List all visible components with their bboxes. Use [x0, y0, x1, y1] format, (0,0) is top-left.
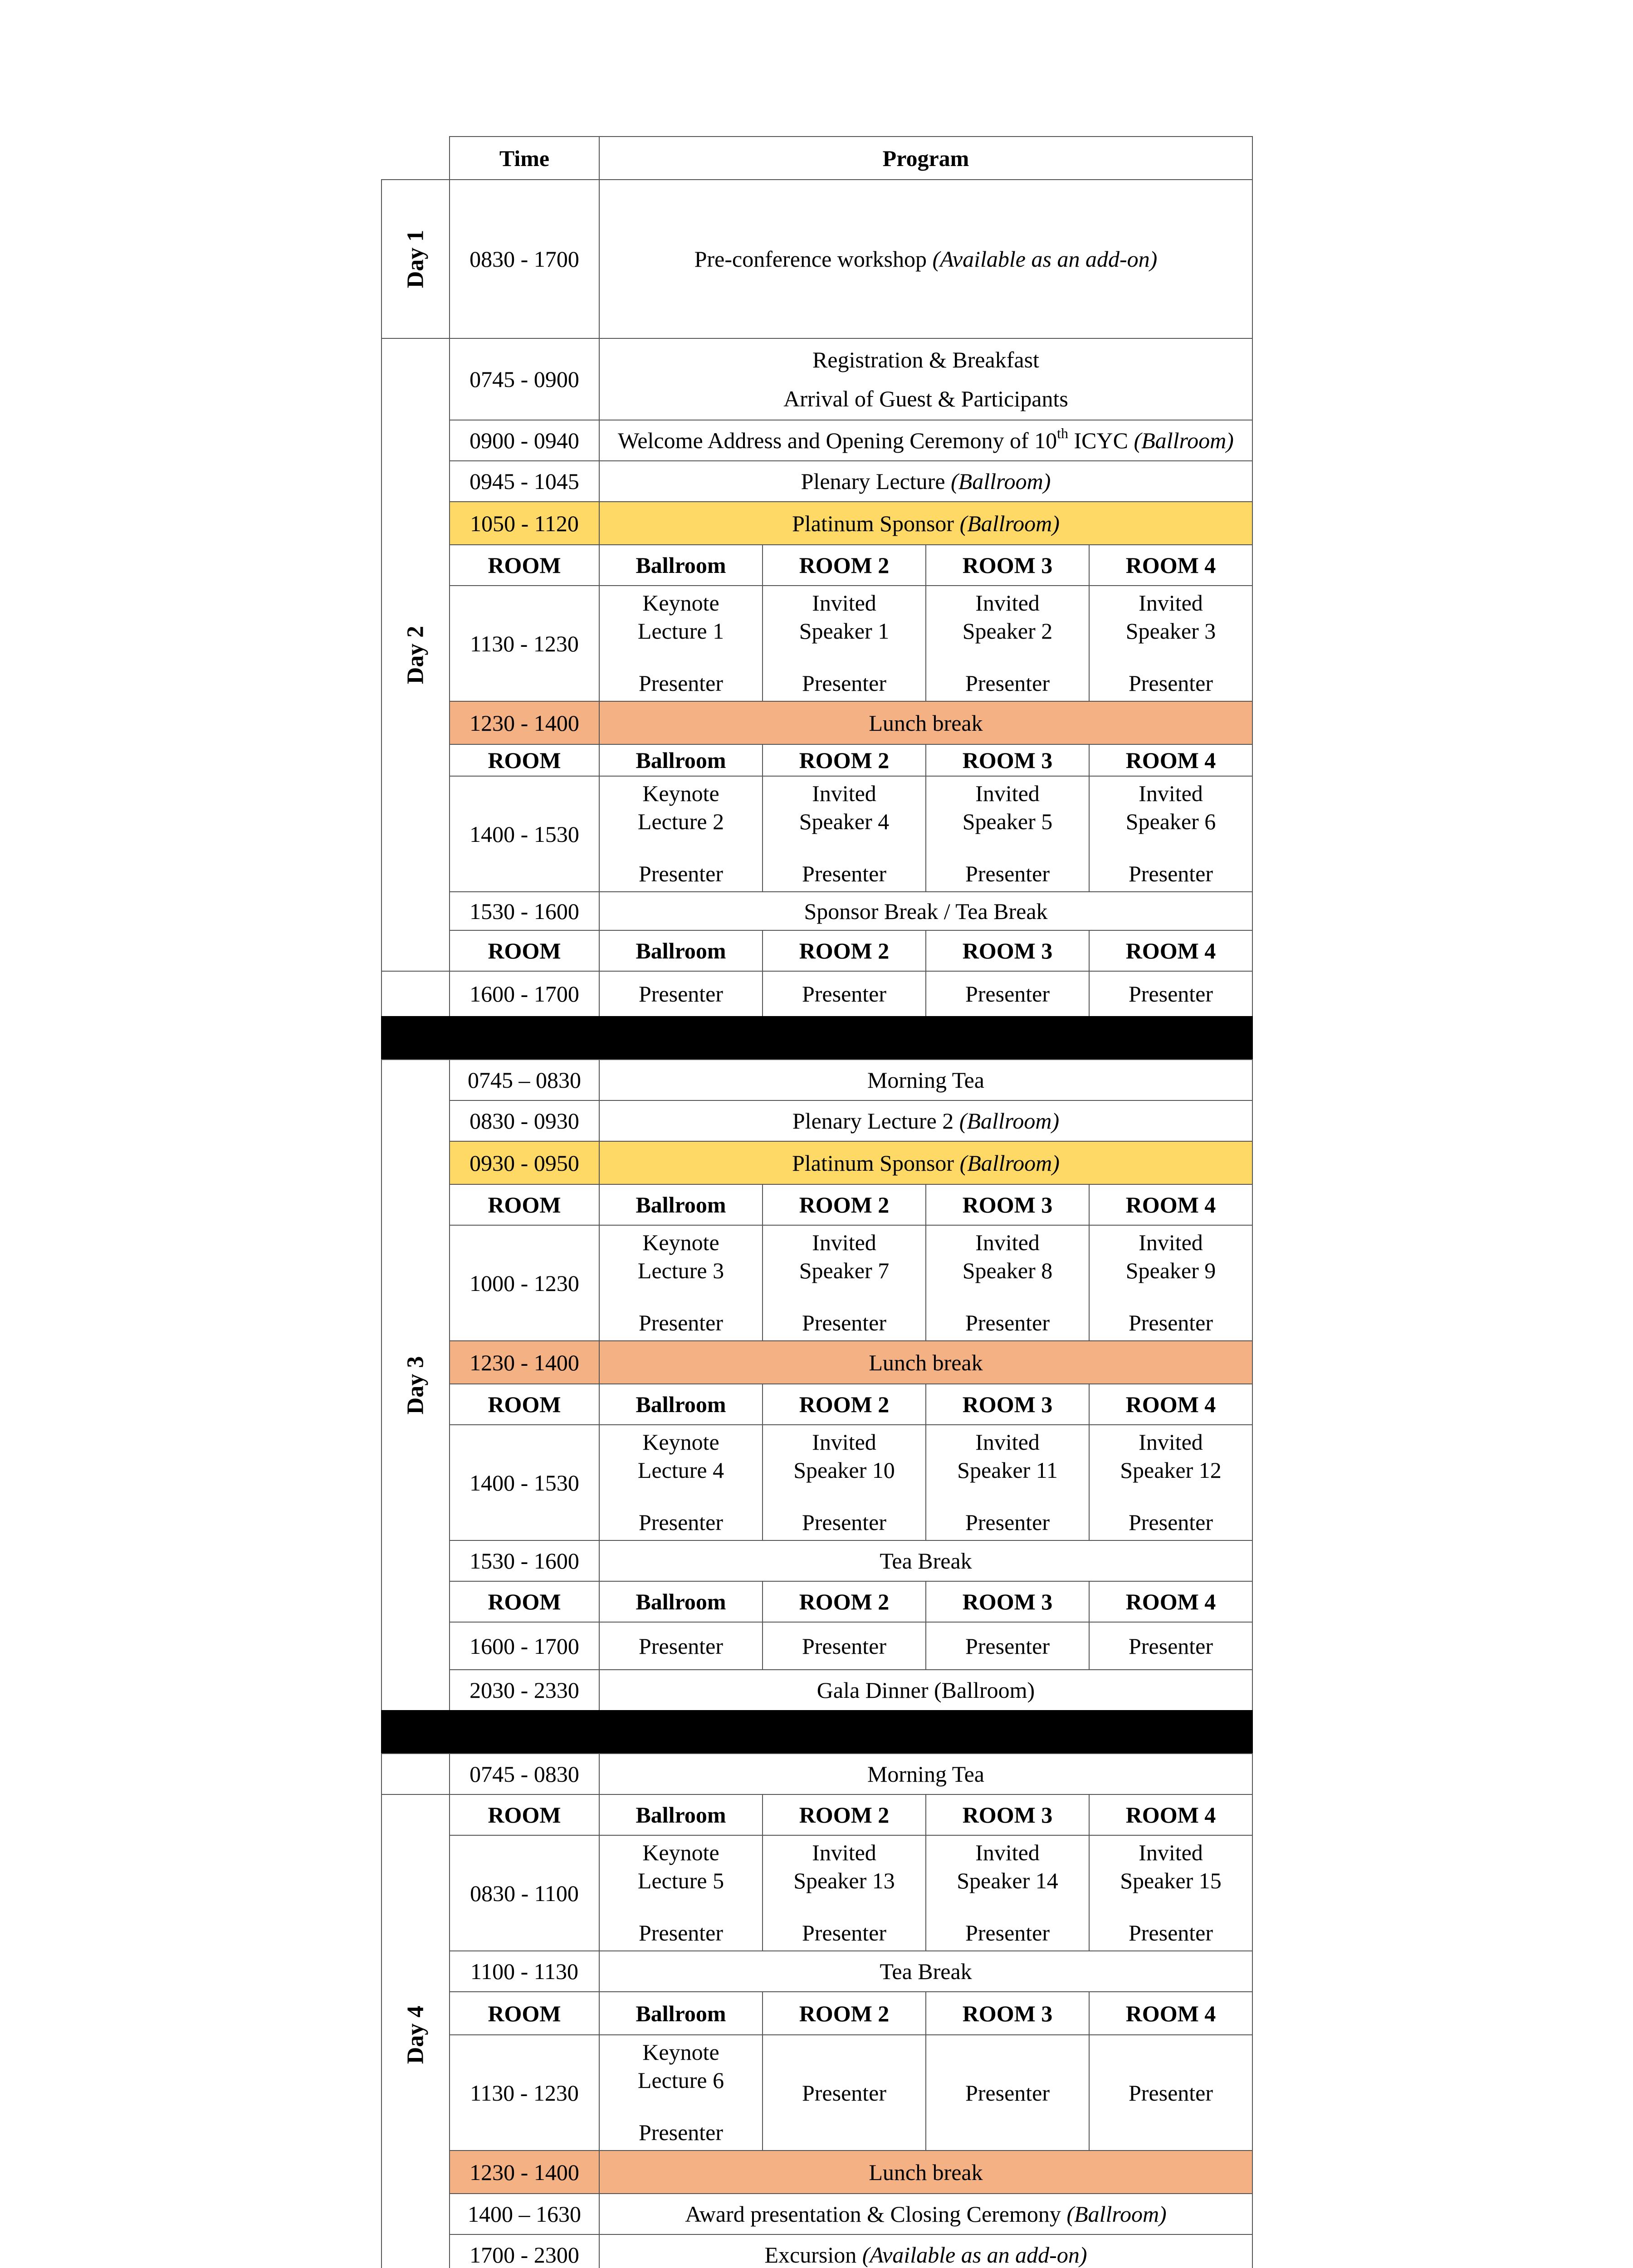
- day-label-cell: [381, 179, 450, 339]
- presenter-label: Presenter: [965, 1510, 1050, 1535]
- presenter-cell: Presenter: [599, 971, 763, 1017]
- session-title: [638, 589, 724, 645]
- session-slot: [599, 1835, 763, 1951]
- room-header-label: ROOM: [449, 1383, 600, 1425]
- room-header-1: Ballroom: [599, 1794, 763, 1836]
- presenter-label: Presenter: [1128, 1920, 1213, 1945]
- session-title-line1: Invited: [1139, 1840, 1203, 1865]
- session-slot: [599, 585, 763, 702]
- lunch-program: Lunch break: [599, 1340, 1253, 1384]
- session-slot: [599, 776, 763, 892]
- time-cell: 1600 - 1700: [449, 971, 600, 1017]
- session-title-line1: Invited: [975, 590, 1040, 616]
- tea-break-program: Tea Break: [599, 1950, 1253, 1992]
- session-title: [963, 589, 1053, 645]
- time-cell: 1230 - 1400: [449, 2150, 600, 2194]
- header-program: Program: [599, 136, 1253, 180]
- presenter-cell: Presenter: [925, 971, 1090, 1017]
- presenter-label: Presenter: [638, 1920, 724, 1945]
- blank-cell: [381, 971, 450, 1017]
- room-header-4: ROOM 4: [1089, 1184, 1253, 1226]
- session-title-line2: Speaker 3: [1125, 618, 1216, 644]
- gala-program: Gala Dinner (Ballroom): [599, 1669, 1253, 1711]
- morning-tea-program: Morning Tea: [599, 1753, 1253, 1795]
- room-header-3: ROOM 3: [925, 1383, 1090, 1425]
- platinum-program: [599, 1141, 1253, 1185]
- closing-program: [599, 2193, 1253, 2235]
- presenter-label: Presenter: [965, 861, 1050, 886]
- session-title-line2: Speaker 4: [799, 809, 890, 834]
- day-separator: [381, 1016, 1253, 1060]
- time-cell: 1050 - 1120: [449, 501, 600, 545]
- session-title-line1: Invited: [1139, 781, 1203, 806]
- presenter-label: Presenter: [638, 1310, 724, 1335]
- presenter-label: Presenter: [965, 670, 1050, 696]
- session-title-line1: Invited: [812, 1840, 876, 1865]
- presenter-label: Presenter: [802, 1510, 887, 1535]
- session-slot: [599, 1424, 763, 1541]
- session-title-line2: Speaker 11: [957, 1457, 1058, 1483]
- workshop-program-label: Pre-conference workshop: [694, 246, 933, 272]
- time-cell: 1130 - 1230: [449, 2034, 600, 2151]
- session-title-line1: Invited: [812, 590, 876, 616]
- presenter-label: Presenter: [802, 670, 887, 696]
- room-header-2: ROOM 2: [762, 1581, 926, 1623]
- room-header-4: ROOM 4: [1089, 1991, 1253, 2035]
- presenter-cell: Presenter: [762, 1622, 926, 1670]
- time-cell: 0745 – 0830: [449, 1059, 600, 1101]
- time-cell: 1230 - 1400: [449, 701, 600, 745]
- session-title: [638, 1838, 724, 1895]
- session-title: [799, 589, 890, 645]
- presenter-cell: Presenter: [1089, 971, 1253, 1017]
- session-title-line1: Invited: [812, 1429, 876, 1455]
- session-title: [638, 779, 724, 836]
- room-header-label: ROOM: [449, 1184, 600, 1226]
- room-header-2: ROOM 2: [762, 544, 926, 586]
- registration-line2: Arrival of Guest & Participants: [783, 386, 1068, 411]
- session-title-line1: Invited: [975, 1429, 1040, 1455]
- welcome-note: (Ballroom): [1134, 428, 1234, 453]
- session-title-line1: Keynote: [642, 1230, 719, 1255]
- session-slot: [925, 776, 1090, 892]
- session-slot: [762, 1835, 926, 1951]
- header-time: Time: [449, 136, 600, 180]
- time-cell: 0945 - 1045: [449, 460, 600, 502]
- platinum-program-label: Platinum Sponsor: [792, 510, 960, 536]
- room-header-label: ROOM: [449, 1794, 600, 1836]
- session-title-line2: Speaker 15: [1120, 1868, 1222, 1893]
- session-title: [793, 1428, 895, 1484]
- room-header-2: ROOM 2: [762, 930, 926, 972]
- time-cell: 0830 - 1700: [449, 179, 600, 339]
- room-header-label: ROOM: [449, 1581, 600, 1623]
- room-header-1: Ballroom: [599, 1383, 763, 1425]
- session-title: [799, 1228, 890, 1285]
- time-cell: 1130 - 1230: [449, 585, 600, 702]
- room-header-1: Ballroom: [599, 744, 763, 777]
- session-title-line2: Lecture 2: [637, 809, 724, 834]
- room-header-1: Ballroom: [599, 1581, 763, 1623]
- session-slot: [925, 1424, 1090, 1541]
- session-slot: [925, 1225, 1090, 1341]
- day-label: Day 4: [402, 2005, 428, 2064]
- session-title-line2: Speaker 8: [962, 1258, 1053, 1283]
- welcome-pre: Welcome Address and Opening Ceremony of 10: [618, 428, 1057, 453]
- workshop-program: [599, 179, 1253, 339]
- excursion-program-label: Excursion: [764, 2242, 862, 2268]
- presenter-label: Presenter: [638, 2120, 724, 2145]
- session-title-line2: Lecture 4: [637, 1457, 724, 1483]
- session-title-line2: Speaker 2: [962, 618, 1053, 644]
- presenter-cell: Presenter: [925, 1622, 1090, 1670]
- day-label-cell: [381, 1059, 450, 1711]
- session-title-line1: Invited: [975, 781, 1040, 806]
- session-slot: [1089, 1835, 1253, 1951]
- tea-break-program: Tea Break: [599, 1540, 1253, 1582]
- room-header-2: ROOM 2: [762, 1991, 926, 2035]
- platinum-program-text: [792, 1149, 1060, 1177]
- presenter-cell: Presenter: [1089, 2034, 1253, 2151]
- presenter-cell: Presenter: [925, 2034, 1090, 2151]
- time-cell: 0745 - 0900: [449, 338, 600, 420]
- platinum-program-text: [792, 509, 1060, 538]
- sponsor-break-program: Sponsor Break / Tea Break: [599, 891, 1253, 931]
- plenary2-program-text: [792, 1107, 1059, 1135]
- session-title-line2: Speaker 5: [962, 809, 1053, 834]
- room-header-label: ROOM: [449, 1991, 600, 2035]
- session-slot: [1089, 1424, 1253, 1541]
- presenter-label: Presenter: [1128, 670, 1213, 696]
- excursion-program-note: (Available as an add-on): [862, 2242, 1087, 2268]
- closing-program-label: Award presentation & Closing Ceremony: [685, 2201, 1067, 2227]
- session-title-line1: Invited: [812, 781, 876, 806]
- time-cell: 1000 - 1230: [449, 1225, 600, 1341]
- room-header-label: ROOM: [449, 744, 600, 777]
- welcome-post: ICYC: [1068, 428, 1134, 453]
- session-title: [963, 1228, 1053, 1285]
- session-slot: [762, 1225, 926, 1341]
- room-header-2: ROOM 2: [762, 1184, 926, 1226]
- room-header-4: ROOM 4: [1089, 744, 1253, 777]
- time-cell: 0930 - 0950: [449, 1141, 600, 1185]
- presenter-label: Presenter: [638, 1510, 724, 1535]
- time-cell: 1230 - 1400: [449, 1340, 600, 1384]
- workshop-program-note: (Available as an add-on): [932, 246, 1158, 272]
- session-title-line1: Keynote: [642, 590, 719, 616]
- presenter-label: Presenter: [802, 1310, 887, 1335]
- session-title-line1: Keynote: [642, 1840, 719, 1865]
- session-title: [1120, 1838, 1222, 1895]
- room-header-1: Ballroom: [599, 930, 763, 972]
- platinum-program-label: Platinum Sponsor: [792, 1150, 960, 1176]
- closing-program-text: [685, 2200, 1166, 2228]
- session-title-line2: Lecture 3: [637, 1258, 724, 1283]
- time-cell: 1400 - 1530: [449, 1424, 600, 1541]
- session-title-line1: Keynote: [642, 1429, 719, 1455]
- room-header-3: ROOM 3: [925, 1184, 1090, 1226]
- session-title: [1126, 779, 1216, 836]
- session-title-line2: Speaker 10: [793, 1457, 895, 1483]
- session-title-line1: Keynote: [642, 781, 719, 806]
- session-title: [957, 1428, 1058, 1484]
- room-header-3: ROOM 3: [925, 930, 1090, 972]
- day-label: Day 1: [402, 230, 428, 288]
- lunch-program: Lunch break: [599, 2150, 1253, 2194]
- session-slot: [1089, 776, 1253, 892]
- session-slot: [925, 585, 1090, 702]
- plenary-program-note: (Ballroom): [951, 469, 1051, 494]
- room-header-2: ROOM 2: [762, 744, 926, 777]
- session-title-line1: Invited: [1139, 1429, 1203, 1455]
- presenter-label: Presenter: [965, 1920, 1050, 1945]
- session-title-line2: Lecture 6: [637, 2068, 724, 2093]
- room-header-1: Ballroom: [599, 1991, 763, 2035]
- time-cell: 1600 - 1700: [449, 1622, 600, 1670]
- welcome-sup: th: [1057, 425, 1069, 442]
- presenter-cell: Presenter: [1089, 1622, 1253, 1670]
- platinum-program-note: (Ballroom): [959, 510, 1060, 536]
- room-header-label: ROOM: [449, 930, 600, 972]
- session-title-line2: Speaker 14: [957, 1868, 1058, 1893]
- session-title: [1120, 1428, 1222, 1484]
- room-header-4: ROOM 4: [1089, 1794, 1253, 1836]
- morning-tea-program: Morning Tea: [599, 1059, 1253, 1101]
- session-title-line2: Speaker 6: [1125, 809, 1216, 834]
- room-header-4: ROOM 4: [1089, 1383, 1253, 1425]
- workshop-program-text: [694, 245, 1158, 273]
- plenary-program-text: [801, 467, 1051, 495]
- session-slot: [925, 1835, 1090, 1951]
- session-title: [1126, 589, 1216, 645]
- room-header-1: Ballroom: [599, 544, 763, 586]
- session-slot: [1089, 585, 1253, 702]
- room-header-3: ROOM 3: [925, 744, 1090, 777]
- presenter-label: Presenter: [638, 670, 724, 696]
- session-title-line1: Invited: [1139, 1230, 1203, 1255]
- session-slot: [1089, 1225, 1253, 1341]
- closing-program-note: (Ballroom): [1066, 2201, 1167, 2227]
- registration-lines: [783, 340, 1068, 418]
- session-title-line2: Lecture 1: [637, 618, 724, 644]
- session-slot: [762, 776, 926, 892]
- time-cell: 1530 - 1600: [449, 891, 600, 931]
- day-label-cell: [381, 338, 450, 972]
- session-title: [799, 779, 890, 836]
- time-cell: 0745 - 0830: [449, 1753, 600, 1795]
- session-slot: [762, 585, 926, 702]
- lunch-program: Lunch break: [599, 701, 1253, 745]
- platinum-program: [599, 501, 1253, 545]
- time-cell: 0830 - 1100: [449, 1835, 600, 1951]
- time-cell: 1100 - 1130: [449, 1950, 600, 1992]
- plenary-program: [599, 460, 1253, 502]
- session-slot: [599, 2034, 763, 2151]
- session-title-line1: Invited: [975, 1230, 1040, 1255]
- presenter-label: Presenter: [802, 1920, 887, 1945]
- time-cell: 0900 - 0940: [449, 420, 600, 461]
- presenter-label: Presenter: [802, 861, 887, 886]
- plenary2-program-label: Plenary Lecture 2: [792, 1108, 959, 1134]
- presenter-label: Presenter: [1128, 861, 1213, 886]
- room-header-3: ROOM 3: [925, 1991, 1090, 2035]
- time-cell: 1700 - 2300: [449, 2234, 600, 2268]
- room-header-1: Ballroom: [599, 1184, 763, 1226]
- room-header-4: ROOM 4: [1089, 544, 1253, 586]
- session-title: [638, 2038, 724, 2094]
- room-header-label: ROOM: [449, 544, 600, 586]
- excursion-program: [599, 2234, 1253, 2268]
- session-title-line2: Speaker 13: [793, 1868, 895, 1893]
- room-header-3: ROOM 3: [925, 1581, 1090, 1623]
- presenter-label: Presenter: [638, 861, 724, 886]
- time-cell: 0830 - 0930: [449, 1100, 600, 1142]
- session-slot: [599, 1225, 763, 1341]
- session-title-line1: Keynote: [642, 2039, 719, 2065]
- session-title: [638, 1428, 724, 1484]
- room-header-2: ROOM 2: [762, 1794, 926, 1836]
- day-label: Day 3: [402, 1356, 428, 1414]
- excursion-program-text: [765, 2241, 1087, 2268]
- session-title-line1: Invited: [812, 1230, 876, 1255]
- time-cell: 2030 - 2330: [449, 1669, 600, 1711]
- presenter-cell: Presenter: [762, 971, 926, 1017]
- day-label-cell: [381, 1794, 450, 2268]
- time-cell: 1400 – 1630: [449, 2193, 600, 2235]
- presenter-label: Presenter: [1128, 1510, 1213, 1535]
- session-title: [957, 1838, 1058, 1895]
- welcome-program: [599, 420, 1253, 461]
- registration-line1: Registration & Breakfast: [812, 347, 1039, 372]
- room-header-2: ROOM 2: [762, 1383, 926, 1425]
- registration-program: [599, 338, 1253, 420]
- session-title-line2: Speaker 7: [799, 1258, 890, 1283]
- blank-cell: [381, 1753, 450, 1795]
- session-slot: [762, 1424, 926, 1541]
- session-title-line1: Invited: [1139, 590, 1203, 616]
- session-title: [1126, 1228, 1216, 1285]
- plenary2-program-note: (Ballroom): [959, 1108, 1060, 1134]
- platinum-program-note: (Ballroom): [959, 1150, 1060, 1176]
- presenter-cell: Presenter: [599, 1622, 763, 1670]
- session-title: [963, 779, 1053, 836]
- time-cell: 1530 - 1600: [449, 1540, 600, 1582]
- presenter-label: Presenter: [1128, 1310, 1213, 1335]
- session-title: [638, 1228, 724, 1285]
- plenary2-program: [599, 1100, 1253, 1142]
- room-header-3: ROOM 3: [925, 1794, 1090, 1836]
- plenary-program-label: Plenary Lecture: [801, 469, 951, 494]
- session-title: [793, 1838, 895, 1895]
- session-title-line2: Speaker 1: [799, 618, 890, 644]
- session-title-line2: Lecture 5: [637, 1868, 724, 1893]
- day-separator: [381, 1710, 1253, 1754]
- session-title-line2: Speaker 9: [1125, 1258, 1216, 1283]
- day-label: Day 2: [402, 626, 428, 684]
- presenter-cell: Presenter: [762, 2034, 926, 2151]
- room-header-4: ROOM 4: [1089, 1581, 1253, 1623]
- room-header-4: ROOM 4: [1089, 930, 1253, 972]
- room-header-3: ROOM 3: [925, 544, 1090, 586]
- session-title-line1: Invited: [975, 1840, 1040, 1865]
- session-title-line2: Speaker 12: [1120, 1457, 1222, 1483]
- time-cell: 1400 - 1530: [449, 776, 600, 892]
- welcome-text: [618, 426, 1234, 455]
- presenter-label: Presenter: [965, 1310, 1050, 1335]
